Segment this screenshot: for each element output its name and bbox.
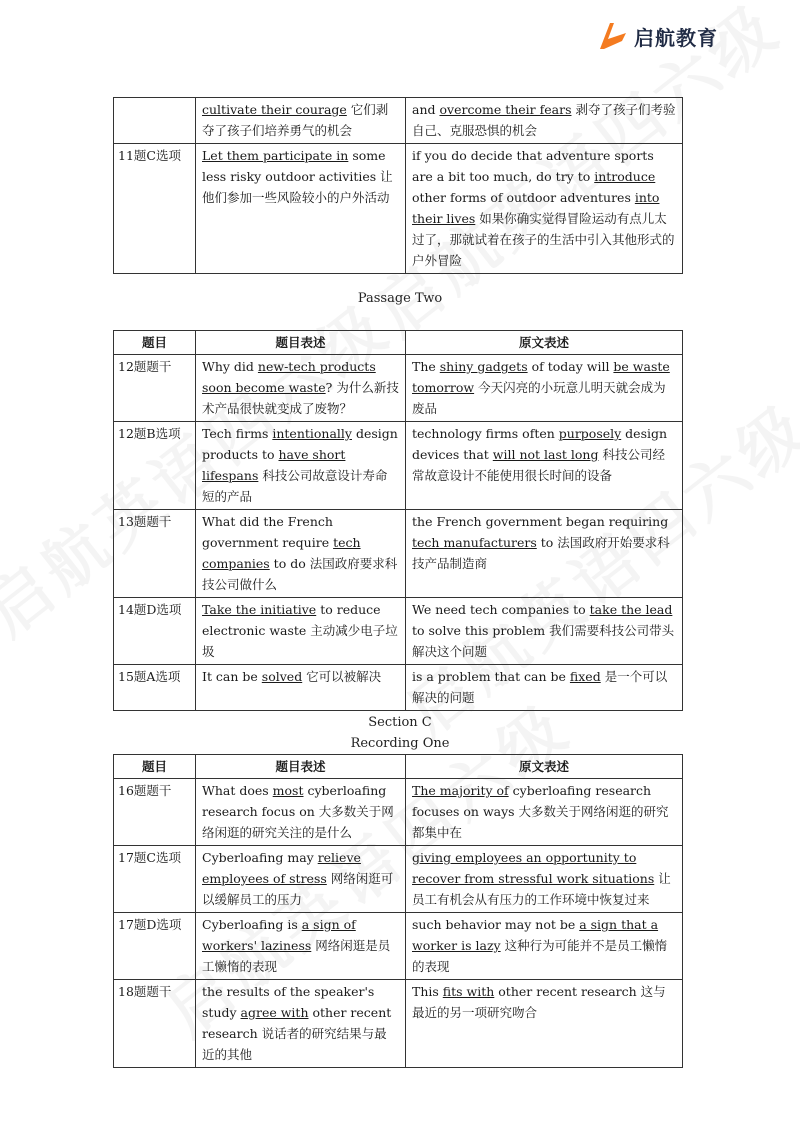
question-text-cell	[196, 98, 406, 144]
header-original-text: 原文表述	[406, 755, 683, 779]
passage-two-title: Passage Two	[357, 291, 443, 306]
header-question-text: 题目表述	[196, 755, 406, 779]
underlined-phrase: have short lifespans	[202, 447, 346, 483]
question-text-cell	[196, 846, 406, 913]
text-segment: other recent research 说话者的研究结果与最近的其他	[202, 1005, 392, 1062]
question-text-cell	[196, 144, 406, 274]
section-c-table	[113, 754, 683, 1068]
text-segment: ? 为什么新技术产品很快就变成了废物？	[202, 380, 399, 416]
underlined-phrase: Let them participate in	[202, 148, 349, 163]
table-row	[114, 144, 683, 274]
original-text-cell	[406, 144, 683, 274]
original-text-cell	[406, 846, 683, 913]
text-segment: the results of the speaker's study	[202, 984, 375, 1020]
text-segment: It can be	[202, 669, 262, 684]
text-segment: What does	[202, 783, 273, 798]
section-c-table-body	[114, 779, 683, 1068]
text-segment: 今天闪亮的小玩意儿明天就会成为废品	[412, 380, 666, 416]
logo-icon	[596, 19, 630, 53]
text-segment: Cyberloafing may	[202, 850, 318, 865]
underlined-phrase: Take the initiative	[202, 602, 317, 617]
question-number-cell: 15题A选项	[114, 665, 196, 711]
underlined-phrase: a sign of workers' laziness	[202, 917, 356, 953]
text-segment: 这种行为可能并不是员工懒惰的表现	[412, 938, 668, 974]
question-number-cell: 12题题干	[114, 355, 196, 422]
header-question-number: 题目	[114, 331, 196, 355]
question-number-cell: 11题C选项	[114, 144, 196, 274]
text-segment: 剥夺了孩子们考验自己、克服恐惧的机会	[412, 102, 676, 138]
underlined-phrase: most	[272, 783, 304, 798]
underlined-phrase: be waste tomorrow	[412, 359, 670, 395]
question-number-cell	[114, 98, 196, 144]
underlined-phrase: new-tech products soon become waste	[202, 359, 376, 395]
text-segment: 是一个可以解决的问题	[412, 669, 668, 705]
text-segment: Tech firms	[202, 426, 273, 441]
underlined-phrase: relieve employees of stress	[202, 850, 361, 886]
table-row	[114, 355, 683, 422]
question-text-cell	[196, 913, 406, 980]
text-segment: 让员工有机会从有压力的工作环境中恢复过来	[412, 871, 671, 907]
underlined-phrase: into their lives	[412, 190, 660, 226]
question-text-cell	[196, 510, 406, 598]
table-row	[114, 598, 683, 665]
text-segment: to solve this problem 我们需要科技公司带头解决这个问题	[412, 623, 675, 659]
underlined-phrase: overcome their fears	[439, 102, 572, 117]
table-row	[114, 913, 683, 980]
text-segment: to 法国政府开始要求科技产品制造商	[412, 535, 670, 571]
question-number-cell: 17题C选项	[114, 846, 196, 913]
underlined-phrase: take the lead	[589, 602, 673, 617]
brand-logo	[596, 16, 718, 56]
continuation-table-body	[114, 98, 683, 274]
question-text-cell	[196, 980, 406, 1068]
header-original-text: 原文表述	[406, 331, 683, 355]
underlined-phrase: introduce	[594, 169, 656, 184]
text-segment: if you do decide that adventure sports are a bit too much, do try to	[412, 148, 654, 184]
text-segment: of today will	[527, 359, 614, 374]
underlined-phrase: giving employees an opportunity to recover from stressful work situations	[412, 850, 655, 886]
original-text-cell	[406, 598, 683, 665]
original-text-cell	[406, 422, 683, 510]
underlined-phrase: The majority of	[412, 783, 509, 798]
recording-one-title: Recording One	[350, 736, 450, 751]
text-segment: Cyberloafing is	[202, 917, 302, 932]
underlined-phrase: agree with	[240, 1005, 309, 1020]
question-number-cell: 17题D选项	[114, 913, 196, 980]
text-segment: 它可以被解决	[302, 669, 382, 684]
text-segment: design devices that	[412, 426, 668, 462]
underlined-phrase: fits with	[442, 984, 495, 999]
text-segment: other recent research 这与最近的另一项研究吻合	[412, 984, 666, 1020]
underlined-phrase: a sign that a worker is lazy	[412, 917, 659, 953]
text-segment: 科技公司经常故意设计不能使用很长时间的设备	[412, 447, 665, 483]
underlined-phrase: shiny gadgets	[439, 359, 528, 374]
underlined-phrase: will not last long	[492, 447, 599, 462]
passage-two-table	[113, 330, 683, 711]
text-segment: technology firms often	[412, 426, 559, 441]
underlined-phrase: tech manufacturers	[412, 535, 537, 550]
text-segment: some less risky outdoor activities 让他们参加一些风险较小的户外活动	[202, 148, 393, 205]
underlined-phrase: intentionally	[272, 426, 352, 441]
table-row	[114, 980, 683, 1068]
underlined-phrase: cultivate their courage	[202, 102, 347, 117]
original-text-cell	[406, 665, 683, 711]
table-row	[114, 665, 683, 711]
text-segment: to reduce electronic waste 主动减少电子垃圾	[202, 602, 398, 659]
text-segment: design products to	[202, 426, 398, 462]
text-segment: 它们剥夺了孩子们培养勇气的机会	[202, 102, 389, 138]
text-segment: 网络闲逛是员工懒惰的表现	[202, 938, 391, 974]
text-segment: 如果你确实觉得冒险运动有点儿太过了，那就试着在孩子的生活中引入其他形式的户外冒险	[412, 211, 675, 268]
text-segment: Why did	[202, 359, 258, 374]
table-row	[114, 422, 683, 510]
text-segment: the French government began requiring	[412, 514, 669, 529]
question-number-cell: 12题B选项	[114, 422, 196, 510]
text-segment: is a problem that can be	[412, 669, 570, 684]
question-text-cell	[196, 779, 406, 846]
continuation-table	[113, 97, 683, 274]
question-text-cell	[196, 665, 406, 711]
passage-two-table-body	[114, 355, 683, 711]
text-segment: cyberloafing research focus on 大多数关于网络闲逛的研究关注的是什么	[202, 783, 394, 840]
original-text-cell	[406, 980, 683, 1068]
underlined-phrase: solved	[261, 669, 303, 684]
header-question-text: 题目表述	[196, 331, 406, 355]
question-number-cell: 13题题干	[114, 510, 196, 598]
text-segment: such behavior may not be	[412, 917, 580, 932]
table-row	[114, 846, 683, 913]
question-number-cell: 16题题干	[114, 779, 196, 846]
table-header-row	[114, 755, 683, 779]
text-segment: 网络闲逛可以缓解员工的压力	[202, 871, 394, 907]
logo-text: 启航教育	[634, 25, 718, 50]
text-segment: What did the French government require	[202, 514, 334, 550]
text-segment: and	[412, 102, 440, 117]
question-number-cell: 14题D选项	[114, 598, 196, 665]
underlined-phrase: tech companies	[202, 535, 361, 571]
original-text-cell	[406, 355, 683, 422]
underlined-phrase: fixed	[569, 669, 601, 684]
question-text-cell	[196, 422, 406, 510]
original-text-cell	[406, 913, 683, 980]
question-text-cell	[196, 355, 406, 422]
table-row	[114, 98, 683, 144]
underlined-phrase: purposely	[558, 426, 622, 441]
text-segment: This	[412, 984, 443, 999]
table-row	[114, 779, 683, 846]
table-header-row	[114, 331, 683, 355]
original-text-cell	[406, 779, 683, 846]
text-segment: cyberloafing research focuses on ways 大多数关于网络闲逛的研究都集中在	[412, 783, 669, 840]
text-segment: other forms of outdoor adventures	[412, 190, 635, 205]
original-text-cell	[406, 98, 683, 144]
original-text-cell	[406, 510, 683, 598]
question-text-cell	[196, 598, 406, 665]
question-number-cell: 18题题干	[114, 980, 196, 1068]
text-segment: The	[412, 359, 440, 374]
text-segment: to do 法国政府要求科技公司做什么	[202, 556, 398, 592]
table-row	[114, 510, 683, 598]
text-segment: 科技公司故意设计寿命短的产品	[202, 468, 388, 504]
text-segment: We need tech companies to	[412, 602, 590, 617]
section-c-title: Section C	[368, 715, 432, 730]
header-question-number: 题目	[114, 755, 196, 779]
